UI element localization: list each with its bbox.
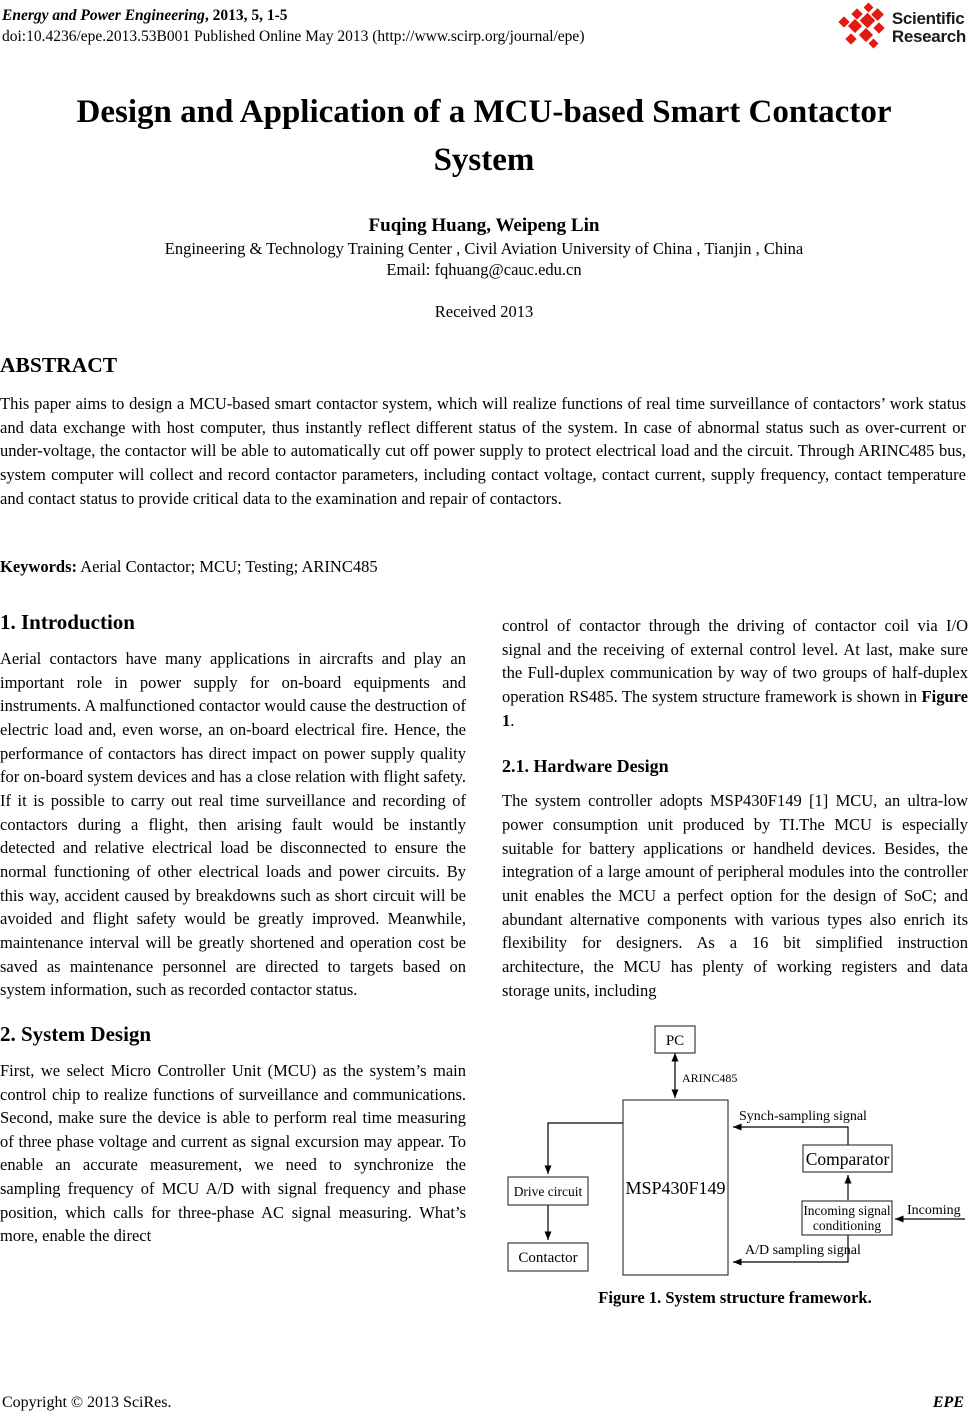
- arrow-synch-sampling: [733, 1127, 848, 1145]
- svg-text:Incoming signal: Incoming signal: [803, 1203, 891, 1219]
- logo-word-1: Scientific: [891, 9, 965, 28]
- figure-box-drive-circuit: [508, 1177, 588, 1205]
- affiliation: Engineering & Technology Training Center , Civil Aviation University of China , Tianjin , China: [164, 239, 804, 258]
- doi-line: doi:10.4236/epe.2013.53B001 Published Online May 2013 (http://www.scirp.org/journal/epe): [2, 28, 585, 45]
- figure-box-incoming-signal-conditioning: [802, 1201, 892, 1235]
- authors: Fuqing Huang, Weipeng Lin: [368, 215, 600, 236]
- arrow-mcu-to-drive: [548, 1123, 623, 1174]
- figure-box-contactor: [508, 1243, 588, 1271]
- system-structure-diagram: [502, 1018, 968, 1278]
- right-column: [502, 608, 968, 1308]
- section-1-heading: 1. Introduction: [0, 610, 135, 634]
- byline-block: [0, 214, 968, 322]
- figure-1: [502, 1018, 968, 1308]
- scires-diamonds-icon: [837, 2, 887, 54]
- svg-text:PC: PC: [665, 1033, 685, 1050]
- svg-text:MSP430F149: MSP430F149: [625, 1178, 726, 1199]
- label-arinc485: ARINC485: [682, 1071, 738, 1086]
- abstract-heading: ABSTRACT: [0, 353, 118, 377]
- label-synch-sampling: Synch-sampling signal: [739, 1109, 867, 1125]
- label-ad-sampling: A/D sampling signal: [745, 1243, 861, 1259]
- paper-title: Design and Application of a MCU-based Smart Contactor System: [76, 94, 892, 178]
- body-columns: [0, 608, 968, 1308]
- section-1-text: Aerial contactors have many applications in aircrafts and play an important role in power supply for on-board equipments and instruments. A malfunctioned contactor would cause the destruction of electric load and, even worse, an on-board electrical fire. Hence, the performance of contactors has direct impact on power supply quality for on-board system devices and has a close relation with flight safety. If it is possible to carry out real time surveillance and recording of contactors during a flight, then arising fault would be instantly detected and relative electrical load be disconnected to ensure the normal functioning of other electrical loads and power circuits. By this way, accident caused by breakdowns such as short circuit will be avoided and flight safety would be greatly improved. Meanwhile, maintenance interval will be greatly shortened and operation cost be saved as maintenance personnel are directed to targets based on system information, such as recorded contactor status.: [0, 649, 467, 1000]
- keywords-label: Keywords:: [0, 557, 77, 576]
- svg-text:Comparator: Comparator: [805, 1149, 890, 1170]
- figure-reference: Figure 1: [502, 686, 968, 730]
- section-2-1-text: The system controller adopts MSP430F149 [1] MCU, an ultra-low power consumption unit produced by TI.The MCU is especially suitable for battery applications or handheld devices. Besides, the integration of a large amount of peripheral modules into the controller unit enables the MCU a perfect option for the design of SoC; and abundant alternative components with various types also enrich its flexibility for designers. As a 16 bit simplified instruction architecture, the MCU has plenty of working registers and data storage units, including: [502, 791, 968, 1000]
- keywords-text: Aerial Contactor; MCU; Testing; ARINC485: [77, 557, 378, 576]
- section-2-heading: 2. System Design: [0, 1021, 152, 1046]
- section-2-1-heading: 2.1. Hardware Design: [502, 756, 669, 777]
- left-column: [0, 608, 466, 1308]
- figure-box-pc: [655, 1026, 695, 1053]
- svg-text:Contactor: Contactor: [518, 1250, 578, 1267]
- journal-citation: [2, 5, 584, 26]
- scientific-research-logo: [837, 2, 966, 54]
- copyright-notice: Copyright © 2013 SciRes.: [2, 1394, 172, 1411]
- journal-issue: , 2013, 5, 1-5: [204, 7, 288, 24]
- received-date: Received 2013: [434, 302, 534, 321]
- journal-abbreviation: EPE: [932, 1394, 964, 1411]
- journal-name: Energy and Power Engineering: [2, 7, 205, 24]
- keywords-line: [0, 557, 378, 577]
- page-footer: [2, 1394, 964, 1412]
- svg-text:conditioning: conditioning: [812, 1218, 882, 1234]
- logo-wordmark: [892, 10, 966, 46]
- svg-text:Drive circuit: Drive circuit: [513, 1184, 583, 1200]
- figure-1-caption: Figure 1. System structure framework.: [598, 1288, 872, 1308]
- section-2-text-left: First, we select Micro Controller Unit (MCU) as the system’s main control chip to realize functions of surveillance and communications. Second, make sure the device is able to perform real time measuring of three phase voltage and current as signal excursion may appear. To enable an accurate measurement, we need to synchronize the sampling frequency of MCU A/D with signal frequency and phase position, which calls for three-phase AC signal measuring. What’s more, enable the direct: [0, 1060, 466, 1246]
- journal-header: [2, 5, 584, 47]
- figure-box-comparator: [803, 1145, 892, 1172]
- label-incoming: Incoming: [907, 1203, 961, 1219]
- logo-word-2: Research: [891, 27, 966, 46]
- section-2-text-right: control of contactor through the driving of contactor coil via I/O signal and the receiving of external control level. At last, make sure the Full-duplex communication by way of two groups of half-duplex operation RS485. The system structure framework is shown in Figure 1.: [502, 616, 968, 730]
- abstract-text: This paper aims to design a MCU-based smart contactor system, which will realize functions of real time surveillance of contactors’ work status and data exchange with host computer, thus instantly reflect different status of the system. In case of abnormal status such as over-current or under-voltage, the contactor will be able to automatically cut off power supply to protect electrical load and the circuit. Through ARINC485 bus, system computer will collect and record contactor parameters, including contact voltage, contact current, supply frequency, contact temperature and contact status to provide critical data to the examination and repair of contactors.: [0, 394, 966, 508]
- email-line: Email: fqhuang@cauc.edu.cn: [386, 260, 582, 279]
- figure-box-mcu: [623, 1100, 728, 1275]
